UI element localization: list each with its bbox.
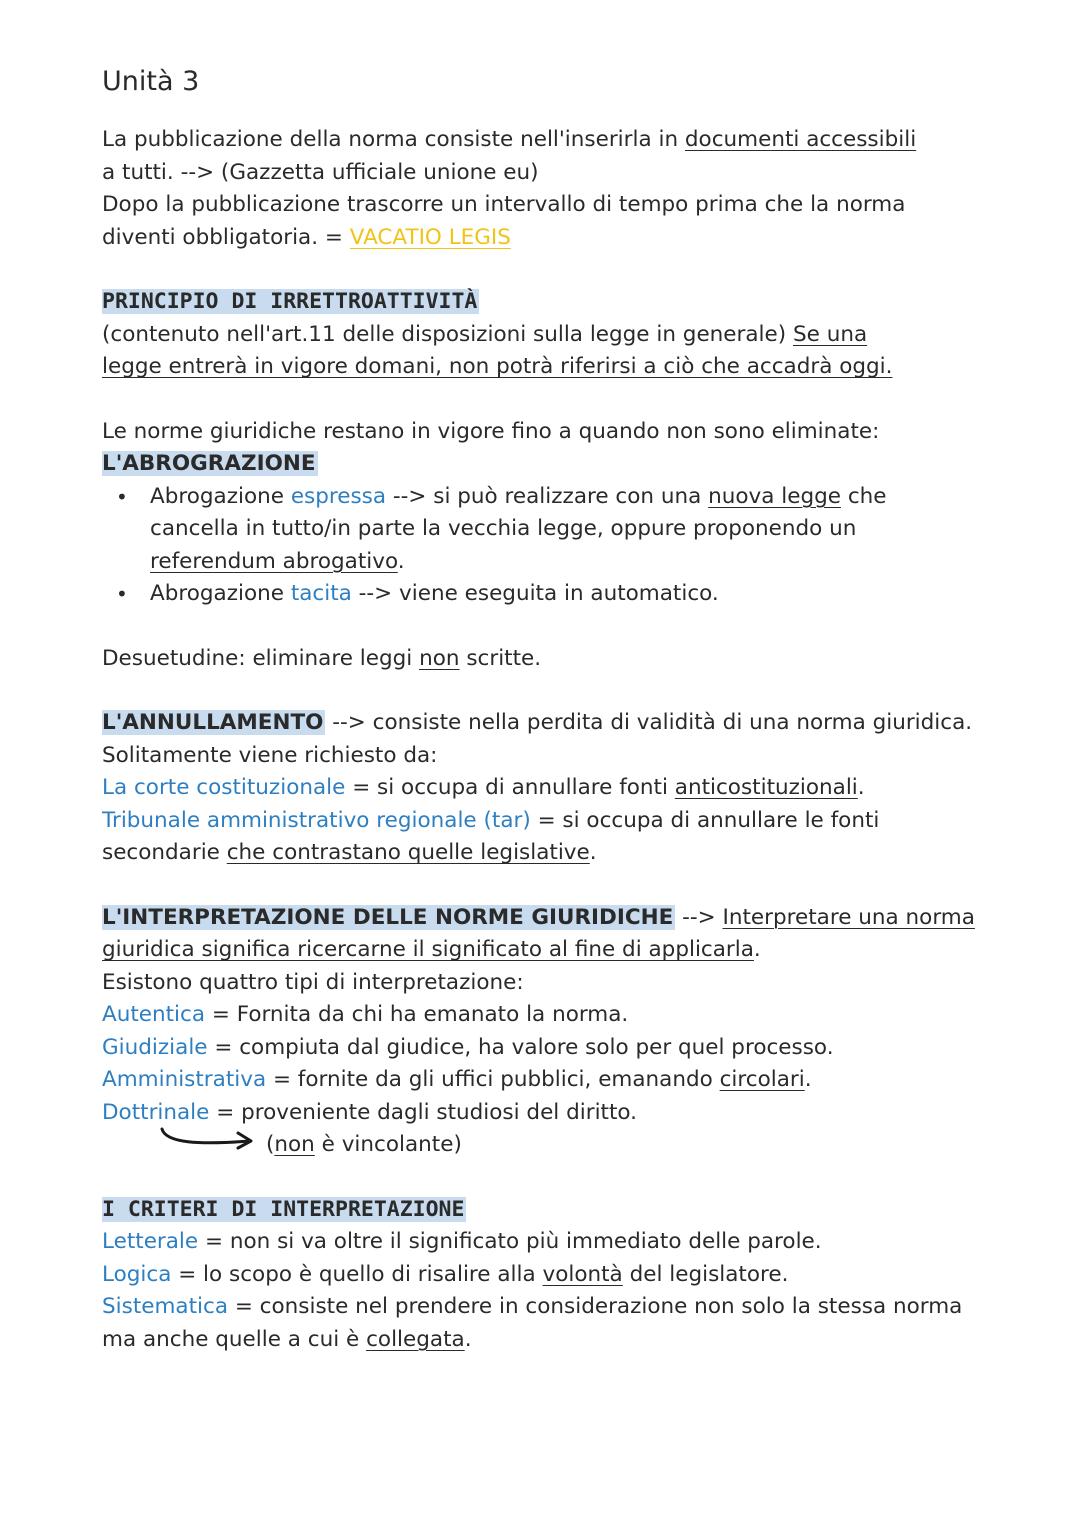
keyword: tacita bbox=[290, 581, 352, 606]
notes-page bbox=[102, 62, 982, 1356]
list-item: • Abrogazione tacita --> viene eseguita in automatico. bbox=[150, 578, 982, 611]
section-heading: I CRITERI DI INTERPRETAZIONE bbox=[102, 1196, 465, 1222]
keyword: La corte costituzionale bbox=[102, 775, 346, 800]
criteri-section: I CRITERI DI INTERPRETAZIONE Letterale = non si va oltre il significato più immediato delle parole. Logica = lo scopo è quello di risalire alla volontà del legislatore. Sistematica = consiste nel prendere in considerazione non solo la stessa norma ma anche quelle a cui è collegata. bbox=[102, 1196, 963, 1352]
irretroattivita-section: PRINCIPIO DI IRRETTROATTIVITÀ (contenuto nell'art.11 delle disposizioni sulla legge in generale) Se una legge entrerà in vigore domani, non potrà riferirsi a ciò che accadrà oggi. bbox=[102, 289, 893, 379]
underlined-sentence: legge entrerà in vigore domani, non potrà riferirsi a ciò che accadrà oggi. bbox=[102, 354, 893, 379]
pubblicazione-paragraph: La pubblicazione della norma consiste nell'inserirla in documenti accessibili a tutti. --> (Gazzetta ufficiale unione eu) Dopo la pubblicazione trascorre un intervallo di tempo prima che la norma diventi obbligatoria. = VACATIO LEGIS bbox=[102, 127, 917, 250]
abrogazione-intro: Le norme giuridiche restano in vigore fino a quando non sono eliminate: L'ABROGRAZIONE bbox=[102, 418, 880, 476]
keyword: Letterale bbox=[102, 1229, 199, 1254]
annullamento-section: L'ANNULLAMENTO --> consiste nella perdita di validità di una norma giuridica. Solitamente viene richiesto da: La corte costituzionale = si occupa di annullare fonti anticostituzionali. Tribunale amministrativo regionale (tar) = si occupa di annullare le fonti secondarie che contrastano quelle legislative. bbox=[102, 710, 973, 865]
section-heading: L'INTERPRETAZIONE DELLE NORME GIURIDICHE bbox=[102, 904, 674, 930]
keyword: Tribunale amministrativo regionale (tar) bbox=[102, 807, 531, 833]
underlined-term: documenti accessibili bbox=[684, 127, 917, 152]
keyword: Dottrinale bbox=[102, 1099, 210, 1125]
keyword: Amministrativa bbox=[102, 1067, 267, 1092]
keyword: Giudiziale bbox=[102, 1034, 208, 1060]
section-heading: L'ABROGRAZIONE bbox=[102, 451, 316, 476]
vacatio-legis-term: VACATIO LEGIS bbox=[349, 224, 511, 250]
curved-arrow-icon bbox=[158, 1123, 258, 1153]
page-title: Unità 3 bbox=[102, 66, 200, 97]
keyword: Sistematica bbox=[102, 1294, 228, 1319]
keyword: Autentica bbox=[102, 1002, 206, 1027]
keyword: espressa bbox=[290, 483, 387, 509]
list-item: • Abrogazione espressa --> si può realizzare con una nuova legge che cancella in tutto/in parte la vecchia legge, oppure proponendo un referendum abrogativo. bbox=[150, 481, 982, 579]
dottrinale-note: (non è vincolante) bbox=[102, 1129, 982, 1162]
abrogazione-list bbox=[102, 481, 982, 611]
desuetudine-line: Desuetudine: eliminare leggi non scritte. bbox=[102, 645, 542, 671]
interpretazione-section: L'INTERPRETAZIONE DELLE NORME GIURIDICHE --> Interpretare una norma giuridica significa ricercarne il significato al fine di applicarla. Esistono quattro tipi di interpretazione: Autentica = Fornita da chi ha emanato la norma. Giudiziale = compiuta dal giudice, ha valore solo per quel processo. Amministrativa = fornite da gli uffici pubblici, emanando circolari. Dottrinale = proveniente dagli studiosi del diritto. bbox=[102, 904, 975, 1125]
keyword: Logica bbox=[102, 1261, 172, 1287]
section-heading: PRINCIPIO DI IRRETTROATTIVITÀ bbox=[102, 289, 478, 314]
section-heading: L'ANNULLAMENTO bbox=[102, 710, 324, 735]
